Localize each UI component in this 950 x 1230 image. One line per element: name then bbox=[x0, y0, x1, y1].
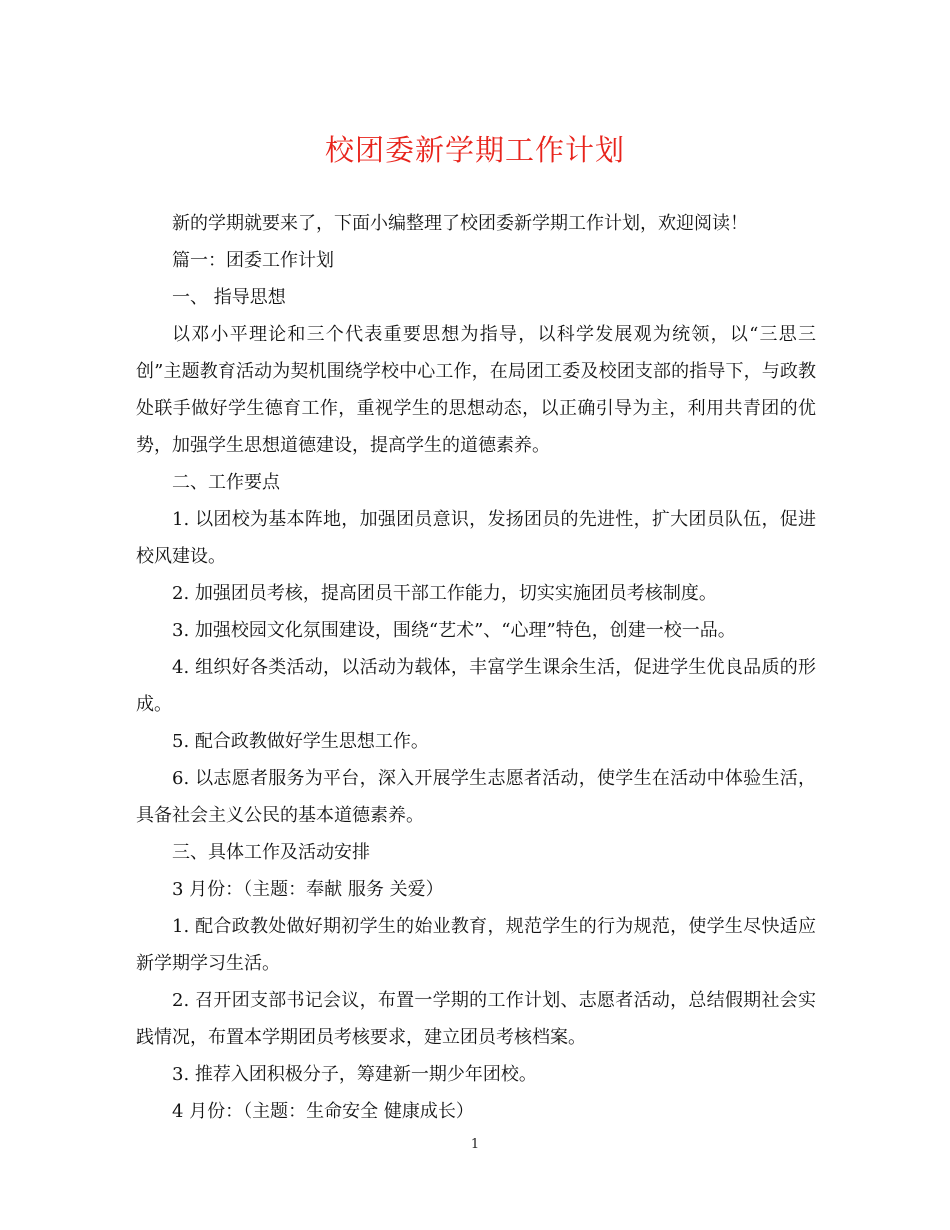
list-item-work-point: 1. 以团校为基本阵地，加强团员意识，发扬团员的先进性，扩大团员队伍，促进校风建设。 bbox=[136, 509, 816, 567]
page-number: 1 bbox=[470, 1137, 480, 1152]
month-heading-march: 3 月份：（主题：奉献 服务 关爱） bbox=[172, 879, 444, 900]
list-item-march-activity: 3. 推荐入团积极分子，筹建新一期少年团校。 bbox=[172, 1064, 537, 1085]
document-body bbox=[136, 205, 816, 1130]
list-item-work-point: 4. 组织好各类活动，以活动为载体，丰富学生课余生活，促进学生优良品质的形成。 bbox=[136, 657, 816, 715]
paragraph-intro: 新的学期就要来了，下面小编整理了校团委新学期工作计划，欢迎阅读！ bbox=[172, 213, 748, 234]
list-item-march-activity: 1. 配合政教处做好期初学生的始业教育，规范学生的行为规范，使学生尽快适应新学期学习生活。 bbox=[136, 916, 816, 974]
list-item-work-point: 3. 加强校园文化氛围建设，围绕“艺术”、“心理”特色，创建一校一品。 bbox=[172, 620, 736, 641]
section-heading-work-points: 二、工作要点 bbox=[172, 472, 280, 493]
document-title: 校团委新学期工作计划 bbox=[324, 133, 625, 167]
section-heading-activities: 三、具体工作及活动安排 bbox=[172, 842, 370, 863]
list-item-march-activity: 2. 召开团支部书记会议，布置一学期的工作计划、志愿者活动，总结假期社会实践情况，布置本学期团员考核要求，建立团员考核档案。 bbox=[136, 990, 816, 1048]
list-item-work-point: 2. 加强团员考核，提高团员干部工作能力，切实实施团员考核制度。 bbox=[172, 583, 717, 604]
paragraph-guiding-ideology: 以邓小平理论和三个代表重要思想为指导，以科学发展观为统领，以“三思三创”主题教育活动为契机围绕学校中心工作，在局团工委及校团支部的指导下，与政教处联手做好学生德育工作，重视学生的思想动态，以正确引导为主，利用共青团的优势，加强学生思想道德建设，提高学生的道德素养。 bbox=[136, 324, 816, 456]
month-heading-april: 4 月份：（主题：生命安全 健康成长） bbox=[172, 1101, 474, 1122]
section-heading-guiding-ideology: 一、 指导思想 bbox=[172, 287, 286, 308]
section-heading-part-one: 篇一：团委工作计划 bbox=[172, 250, 334, 271]
list-item-work-point: 5. 配合政教做好学生思想工作。 bbox=[172, 731, 429, 752]
list-item-work-point: 6. 以志愿者服务为平台，深入开展学生志愿者活动，使学生在活动中体验生活，具备社会主义公民的基本道德素养。 bbox=[136, 768, 816, 826]
